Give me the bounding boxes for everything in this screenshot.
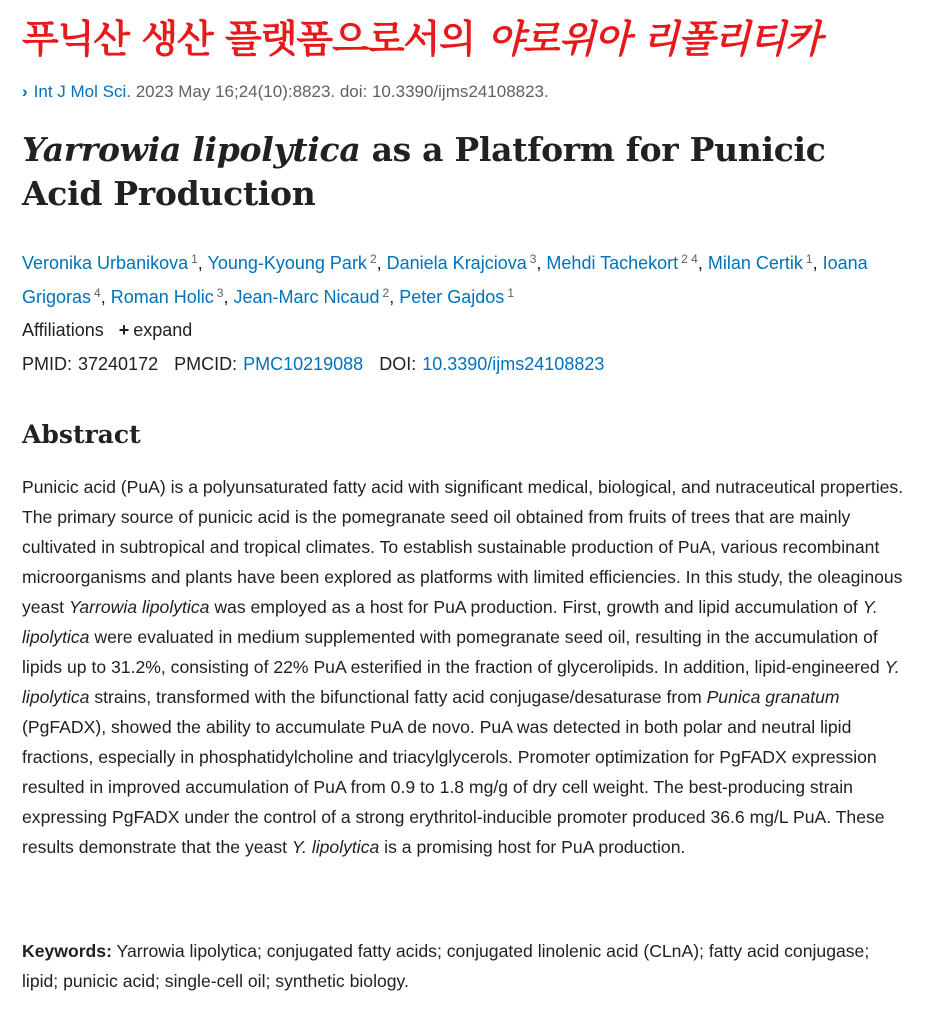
author-affiliation-number[interactable]: 1 [191, 252, 198, 266]
chevron-right-icon[interactable]: › [22, 82, 28, 101]
translated-title-species: 야로위아 리폴리티카 [487, 17, 821, 61]
abstract-species-name: Punica granatum [706, 687, 840, 707]
pmid-value: 37240172 [78, 354, 159, 374]
pmcid-label: PMCID: [174, 354, 238, 374]
abstract-text [22, 472, 922, 862]
plus-icon: + [118, 320, 130, 340]
expand-label: expand [133, 320, 193, 340]
author-link[interactable]: Jean-Marc Nicaud [233, 287, 380, 307]
citation-details: 2023 May 16;24(10):8823. doi: 10.3390/ijms24108823. [130, 82, 549, 101]
journal-link[interactable]: Int J Mol Sci. [33, 82, 131, 101]
author-link[interactable]: Mehdi Tachekort [546, 253, 679, 273]
author-link[interactable]: Daniela Krajciova [386, 253, 527, 273]
pmcid-link[interactable]: PMC10219088 [243, 354, 364, 374]
author-affiliation-number[interactable]: 4 [94, 286, 101, 300]
abstract-segment: (PgFADX), showed the ability to accumulate PuA de novo. PuA was detected in both polar and neutral lipid fractions, especially in phosphatidylcholine and triacylglycerols. Promoter optimization for PgFADX expression resulted in improved accumulation of PuA from 0.9 to 1.8 mg/g of dry cell weight. The best-producing strain expressing PgFADX under the control of a strong erythritol-inducible promoter produced 36.6 mg/L PuA. These results demonstrate that the yeast [22, 717, 885, 857]
author-link[interactable]: Ioana Grigoras [22, 253, 868, 307]
author-link[interactable]: Milan Certik [707, 253, 803, 273]
affiliations-label: Affiliations [22, 320, 104, 340]
author-affiliation-number[interactable]: 1 [507, 286, 514, 300]
author-affiliation-number[interactable]: 2 4 [681, 252, 698, 266]
abstract-segment: strains, transformed with the bifunctional fatty acid conjugase/desaturase from [89, 687, 707, 707]
author-link[interactable]: Roman Holic [110, 287, 214, 307]
abstract-segment: was employed as a host for PuA production. First, growth and lipid accumulation of [209, 597, 863, 617]
abstract-segment: were evaluated in medium supplemented with pomegranate seed oil, resulting in the accumulation of lipids up to 31.2%, consisting of 22% PuA esterified in the fraction of glycerolipids. In addition, lipid-engineered [22, 627, 885, 677]
doi-label: DOI: [379, 354, 417, 374]
article-title-species: Yarrowia lipolytica [22, 130, 361, 169]
abstract-species-name: Y. lipolytica [291, 837, 380, 857]
expand-affiliations-button[interactable] [119, 320, 193, 340]
abstract-species-name: Y. lipolytica [22, 657, 900, 707]
author-affiliation-number[interactable]: 3 [529, 252, 537, 266]
translated-title-banner [22, 8, 821, 63]
pmid-label: PMID: [22, 354, 73, 374]
affiliations-row [22, 320, 192, 341]
author-link[interactable]: Young-Kyoung Park [207, 253, 367, 273]
translated-title-text: 푸닉산 생산 플랫폼으로서의 [22, 17, 488, 61]
author-link[interactable]: Peter Gajdos [399, 287, 505, 307]
keywords-label: Keywords: [22, 941, 112, 961]
identifiers-row [22, 354, 604, 375]
abstract-segment: Punicic acid (PuA) is a polyunsaturated fatty acid with significant medical, biological, and nutraceutical properties. The primary source of punicic acid is the pomegranate seed oil obtained from fruits of trees that are mainly cultivated in subtropical and tropical climates. To establish sustainable production of PuA, various recombinant microorganisms and plants have been explored as platforms with limited efficiencies. In this study, the oleaginous yeast [22, 477, 904, 617]
doi-link[interactable]: 10.3390/ijms24108823 [422, 354, 605, 374]
abstract-heading: Abstract [22, 420, 141, 449]
keywords-text: Yarrowia lipolytica; conjugated fatty acids; conjugated linolenic acid (CLnA); fatty acid conjugase; lipid; punicic acid; single-cell oil; synthetic biology. [22, 941, 870, 991]
citation-line [22, 82, 549, 102]
article-title-rest: as a Platform for Punicic Acid Production [22, 130, 826, 213]
abstract-species-name: Y. lipolytica [22, 597, 878, 647]
author-affiliation-number[interactable]: 1 [805, 252, 813, 266]
article-title [22, 128, 902, 216]
author-affiliation-number[interactable]: 3 [216, 286, 224, 300]
author-list: Veronika Urbanikova $^1$, Young-Kyoung Park $^2$, Daniela Krajciova $^3$, Mehdi Tachekort $^{2 4}$, Milan Certik $^1$, Ioana Grigoras $^4$, Roman Holic $^3$, Jean-Marc Nicaud $^2$, Peter Gajdos $^1$ [22, 252, 868, 307]
abstract-species-name: Yarrowia lipolytica [68, 597, 210, 617]
keywords [22, 936, 902, 996]
abstract-segment: is a promising host for PuA production. [379, 837, 686, 857]
author-affiliation-number[interactable]: 2 [382, 286, 390, 300]
author-affiliation-number[interactable]: 2 [369, 252, 377, 266]
author-link[interactable]: Veronika Urbanikova [22, 253, 189, 273]
